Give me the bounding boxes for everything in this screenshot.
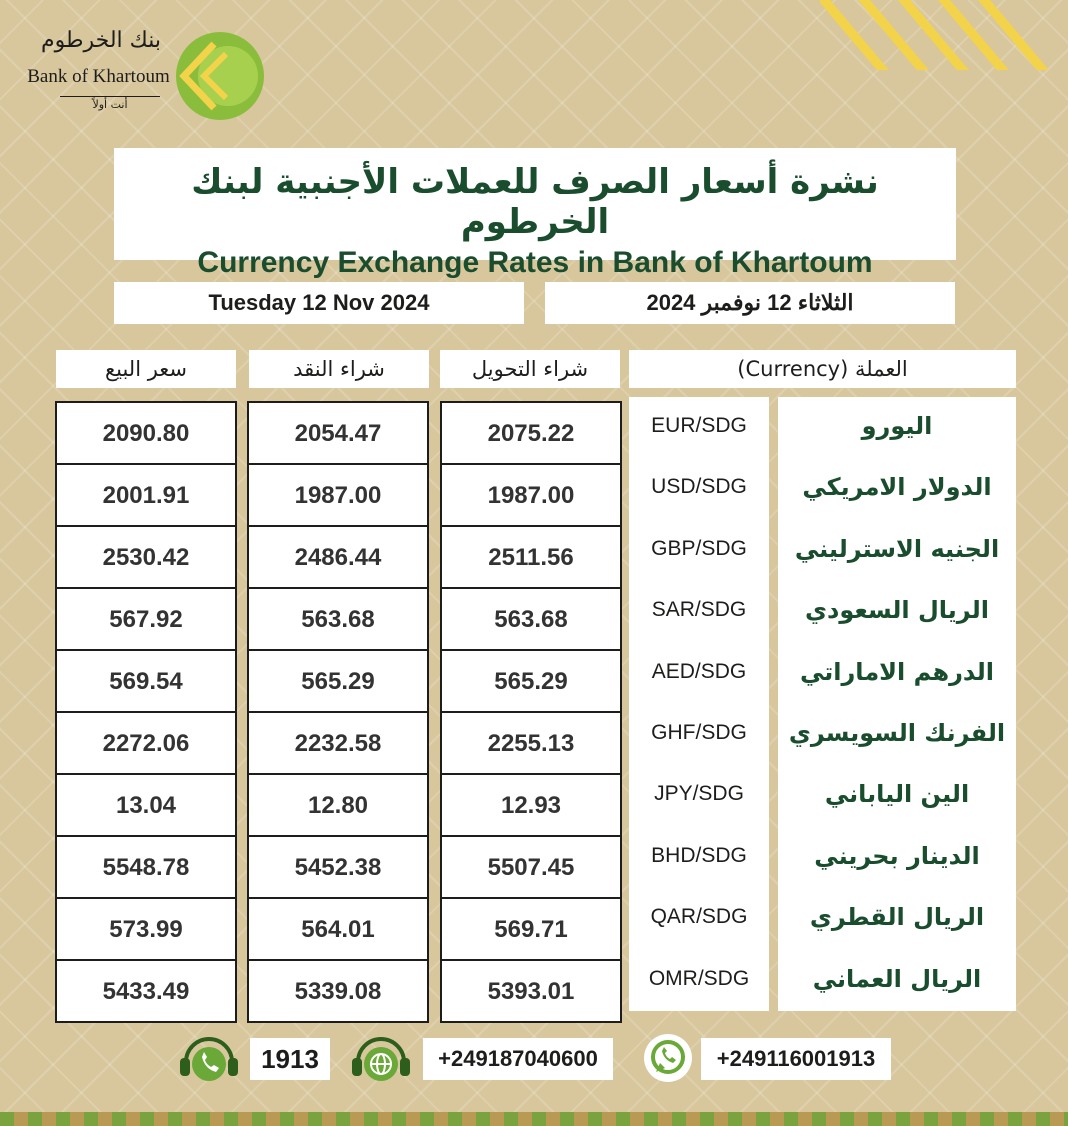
cash-buy-cell: 5339.08 bbox=[294, 978, 382, 1005]
code-cell: EUR/SDG bbox=[651, 414, 747, 437]
transfer-buy-cell: 563.68 bbox=[442, 589, 620, 651]
decorative-stripes bbox=[820, 0, 1068, 70]
name-cell: الريال العماني bbox=[812, 964, 982, 993]
name-cell: الريال السعودي bbox=[805, 596, 989, 625]
name-cell: الريال القطري bbox=[809, 903, 985, 932]
cash-buy-cell: 12.80 bbox=[249, 775, 427, 837]
transfer-buy-cell: 2511.56 bbox=[442, 527, 620, 589]
name-cell: الدرهم الاماراتي bbox=[799, 657, 995, 686]
page-title-en: Currency Exchange Rates in Bank of Khartoum bbox=[197, 246, 873, 279]
sell-cell: 567.92 bbox=[57, 589, 235, 651]
header-currency: العملة (Currency) bbox=[629, 350, 1016, 388]
code-cell: GHF/SDG bbox=[651, 720, 747, 744]
logo-name-ar: بنك الخرطوم bbox=[41, 28, 161, 53]
transfer-buy-cell: 1987.00 bbox=[442, 465, 620, 527]
name-cell: الدولار الامريكي bbox=[802, 473, 992, 502]
cash-buy-cell: 5452.38 bbox=[249, 837, 427, 899]
date-ar: الثلاثاء 12 نوفمبر 2024 bbox=[545, 282, 955, 324]
sell-cell: 573.99 bbox=[57, 899, 235, 961]
sell-cell: 5548.78 bbox=[57, 837, 235, 899]
cash-buy-cell: 2486.44 bbox=[249, 527, 427, 589]
logo-name-en: Bank of Khartoum bbox=[27, 66, 170, 87]
sell-cell: 2090.80 bbox=[57, 403, 235, 465]
call-center-number[interactable]: 1913 bbox=[250, 1038, 330, 1080]
bank-logo-icon bbox=[174, 30, 266, 122]
sell-cell: 569.54 bbox=[57, 651, 235, 713]
name-cell: الفرنك السويسري bbox=[788, 718, 1006, 747]
name-cell: الدينار بحريني bbox=[814, 841, 980, 870]
transfer-buy-cell: 12.93 bbox=[442, 775, 620, 837]
headset-globe-icon bbox=[350, 1030, 412, 1090]
code-cell: BHD/SDG bbox=[651, 843, 747, 867]
code-cell: QAR/SDG bbox=[650, 905, 748, 929]
whatsapp-icon bbox=[644, 1034, 692, 1082]
transfer-buy-cell: 569.71 bbox=[442, 899, 620, 961]
code-cell: SAR/SDG bbox=[651, 598, 747, 622]
sell-cell: 2272.06 bbox=[57, 713, 235, 775]
sell-cell: 2530.42 bbox=[57, 527, 235, 589]
code-cell: JPY/SDG bbox=[654, 782, 744, 806]
cash-buy-cell: 565.29 bbox=[249, 651, 427, 713]
cash-buy-cell: 564.01 bbox=[249, 899, 427, 961]
cash-buy-column bbox=[247, 401, 429, 1023]
header-transfer-buy: شراء التحويل bbox=[440, 350, 620, 388]
cash-buy-cell: 2054.47 bbox=[249, 403, 427, 465]
sell-cell: 5433.49 bbox=[102, 978, 190, 1005]
currency-code-column bbox=[629, 397, 769, 1011]
code-cell: USD/SDG bbox=[651, 475, 747, 499]
title-box bbox=[114, 148, 956, 279]
cash-buy-cell: 563.68 bbox=[249, 589, 427, 651]
transfer-buy-cell: 2255.13 bbox=[442, 713, 620, 775]
cash-buy-cell: 2232.58 bbox=[249, 713, 427, 775]
code-cell: OMR/SDG bbox=[648, 966, 750, 990]
sell-column bbox=[55, 401, 237, 1023]
headset-phone-icon bbox=[178, 1030, 240, 1090]
header-cash-buy: شراء النقد bbox=[249, 350, 429, 388]
logo-tagline: أنت أولاً bbox=[60, 96, 160, 111]
whatsapp-number[interactable]: +249116001913 bbox=[701, 1038, 891, 1080]
transfer-buy-cell: 5507.45 bbox=[442, 837, 620, 899]
code-cell: GBP/SDG bbox=[651, 536, 747, 560]
name-cell: الين الياباني bbox=[824, 780, 970, 809]
bottom-decorative-bar bbox=[0, 1112, 1068, 1126]
sell-cell: 13.04 bbox=[57, 775, 235, 837]
cash-buy-cell: 1987.00 bbox=[249, 465, 427, 527]
transfer-buy-cell: 565.29 bbox=[442, 651, 620, 713]
currency-name-column bbox=[778, 397, 1016, 1011]
name-cell: اليورو bbox=[861, 412, 933, 440]
transfer-buy-cell: 5393.01 bbox=[487, 978, 575, 1005]
name-cell: الجنيه الاسترليني bbox=[794, 534, 1000, 563]
transfer-buy-column bbox=[440, 401, 622, 1023]
page-title-ar: نشرة أسعار الصرف للعملات الأجنبية لبنك الخرطوم bbox=[191, 162, 879, 242]
transfer-buy-cell: 2075.22 bbox=[442, 403, 620, 465]
sell-cell: 2001.91 bbox=[57, 465, 235, 527]
phone-number[interactable]: +249187040600 bbox=[423, 1038, 613, 1080]
header-sell: سعر البيع bbox=[56, 350, 236, 388]
date-en: Tuesday 12 Nov 2024 bbox=[114, 282, 524, 324]
code-cell: AED/SDG bbox=[651, 659, 747, 683]
